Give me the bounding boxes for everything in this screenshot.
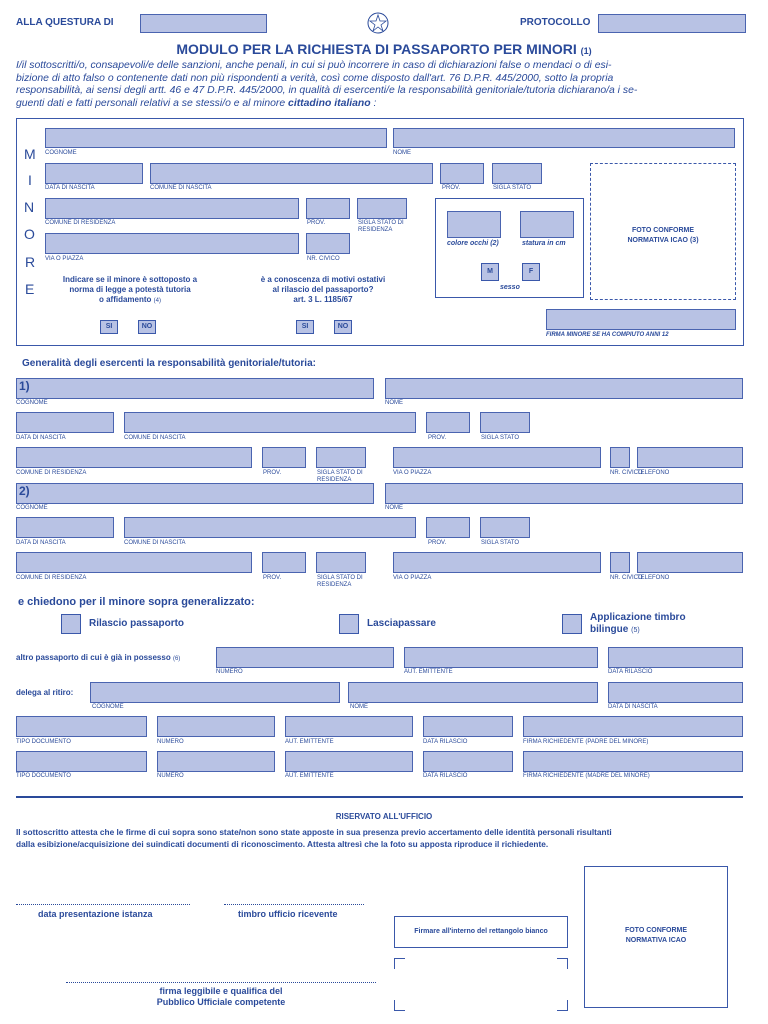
- genitore1-prov-label: PROV.: [428, 435, 447, 441]
- emblem-icon: [366, 11, 390, 35]
- firma-pu-line: [66, 982, 376, 983]
- colore-occhi-field[interactable]: [447, 211, 501, 238]
- delega-data-nascita-label: DATA DI NASCITA: [608, 704, 658, 710]
- doc1-numero-label: NUMERO: [157, 739, 184, 745]
- genitore2-sigla-stato-label: SIGLA STATO: [481, 540, 520, 546]
- genitore2-comune-residenza-field[interactable]: [16, 552, 252, 573]
- firma-pu-label: firma leggibile e qualifica del Pubblico Ufficiale competente: [156, 986, 286, 1007]
- genitore1-comune-nascita-label: COMUNE DI NASCITA: [124, 435, 186, 441]
- genitore2-comune-nascita-label: COMUNE DI NASCITA: [124, 540, 186, 546]
- firma-minore-label: FIRMA MINORE SE HA COMPIUTO ANNI 12: [546, 332, 669, 338]
- genitore2-number: 2): [19, 484, 30, 498]
- doc2-data-label: DATA RILASCIO: [423, 773, 468, 779]
- questura-label: ALLA QUESTURA DI: [16, 17, 114, 28]
- firma-padre-label: FIRMA RICHIEDENTE (PADRE DEL MINORE): [523, 739, 649, 745]
- minore-comune-nascita-label: COMUNE DI NASCITA: [150, 185, 212, 191]
- ufficio-text: Il sottoscritto attesta che le firme di cui sopra sono state/non sono state apposte in sua presenza previo accertamento delle identità personali risultanti dalla esibizione/acquisizione dei suindicati documenti di riconoscimento. Attesta altresì che la foto su apposta riproduce il richiedente.: [16, 827, 612, 849]
- delega-cognome-label: COGNOME: [92, 704, 124, 710]
- sesso-m-checkbox[interactable]: M: [481, 263, 499, 281]
- altro-numero-field[interactable]: [216, 647, 394, 668]
- genitore2-telefono-field[interactable]: [637, 552, 743, 573]
- genitore1-sigla-residenza-label-2: RESIDENZA: [317, 477, 352, 483]
- genitore2-prov-residenza-label: PROV.: [263, 575, 282, 581]
- genitore2-civico-field[interactable]: [610, 552, 630, 573]
- colore-occhi-label: colore occhi (2): [447, 240, 499, 247]
- ostativi-no-checkbox[interactable]: NO: [334, 320, 352, 334]
- firmare-note: Firmare all'interno del rettangolo bianco: [394, 916, 568, 948]
- delega-label: delega al ritiro:: [16, 688, 74, 697]
- genitore2-data-nascita-field[interactable]: [16, 517, 114, 538]
- minore-cognome-field[interactable]: [45, 128, 387, 148]
- delega-nome-label: NOME: [350, 704, 368, 710]
- tutoria-si-checkbox[interactable]: SI: [100, 320, 118, 334]
- genitore1-civico-label: NR. CIVICO: [610, 470, 643, 476]
- altro-aut-emittente-label: AUT. EMITTENTE: [404, 669, 453, 675]
- genitore1-cognome-label: COGNOME: [16, 400, 48, 406]
- statura-field[interactable]: [520, 211, 574, 238]
- genitore2-sigla-residenza-field[interactable]: [316, 552, 366, 573]
- firma-pu-area[interactable]: [400, 962, 562, 1006]
- minore-sigla-stato-label: SIGLA STATO: [493, 185, 532, 191]
- minore-letter: R: [25, 254, 36, 270]
- rilascio-passaporto-checkbox[interactable]: [61, 614, 81, 634]
- minore-civico-field[interactable]: [306, 233, 350, 254]
- ufficio-foto-label: FOTO CONFORME NORMATIVA ICAO: [624, 927, 688, 944]
- doc1-tipo-label: TIPO DOCUMENTO: [16, 739, 71, 745]
- doc2-tipo-label: TIPO DOCUMENTO: [16, 773, 71, 779]
- page-title: MODULO PER LA RICHIESTA DI PASSAPORTO PER MINORI (1): [176, 41, 592, 57]
- section-divider: [16, 796, 743, 798]
- genitore2-comune-nascita-field[interactable]: [124, 517, 416, 538]
- minore-via-field[interactable]: [45, 233, 299, 254]
- genitore2-civico-label: NR. CIVICO: [610, 575, 643, 581]
- genitore2-sigla-residenza-label: SIGLA STATO DI: [317, 575, 363, 581]
- genitore2-via-label: VIA O PIAZZA: [393, 575, 432, 581]
- tutoria-no-checkbox[interactable]: NO: [138, 320, 156, 334]
- questura-field[interactable]: [140, 14, 267, 33]
- doc1-aut-label: AUT. EMITTENTE: [285, 739, 334, 745]
- doc1-tipo-field[interactable]: [16, 716, 147, 737]
- genitore1-comune-residenza-label: COMUNE DI RESIDENZA: [16, 470, 87, 476]
- minore-letter: O: [24, 226, 35, 242]
- genitore1-via-field[interactable]: [393, 447, 601, 468]
- data-presentazione-line: [16, 904, 190, 905]
- minore-data-nascita-field[interactable]: [45, 163, 143, 184]
- data-presentazione-label: data presentazione istanza: [38, 909, 153, 919]
- lasciapassare-label: Lasciapassare: [367, 618, 436, 629]
- ostativi-si-checkbox[interactable]: SI: [296, 320, 314, 334]
- genitore1-prov-residenza-field[interactable]: [262, 447, 306, 468]
- altro-numero-label: NUMERO: [216, 669, 243, 675]
- altro-data-rilascio-field[interactable]: [608, 647, 743, 668]
- foto-label: FOTO CONFORME NORMATIVA ICAO (3): [627, 227, 699, 244]
- genitore2-sigla-stato-field[interactable]: [480, 517, 530, 538]
- minore-cognome-label: COGNOME: [45, 150, 77, 156]
- doc1-data-label: DATA RILASCIO: [423, 739, 468, 745]
- genitore1-sigla-residenza-label: SIGLA STATO DI: [317, 470, 363, 476]
- genitore2-prov-residenza-field[interactable]: [262, 552, 306, 573]
- tutoria-question: Indicare se il minore è sottoposto a norma di legge a potestà tutoria o affidamento (4): [62, 275, 198, 304]
- genitore2-prov-label: PROV.: [428, 540, 447, 546]
- timbro-label: timbro ufficio ricevente: [238, 909, 338, 919]
- genitore1-cognome-field[interactable]: [16, 378, 374, 399]
- genitore2-prov-field[interactable]: [426, 517, 470, 538]
- doc2-numero-label: NUMERO: [157, 773, 184, 779]
- genitore2-telefono-label: TELEFONO: [637, 575, 670, 581]
- genitore1-comune-residenza-field[interactable]: [16, 447, 252, 468]
- genitore2-cognome-label: COGNOME: [16, 505, 48, 511]
- minore-prov-residenza-label: PROV.: [307, 220, 326, 226]
- minore-prov-residenza-field[interactable]: [306, 198, 350, 219]
- firma-padre-field[interactable]: [523, 716, 743, 737]
- delega-cognome-field[interactable]: [90, 682, 340, 703]
- genitore1-data-nascita-field[interactable]: [16, 412, 114, 433]
- genitore1-number: 1): [19, 379, 30, 393]
- minore-prov-label: PROV.: [442, 185, 461, 191]
- doc2-aut-label: AUT. EMITTENTE: [285, 773, 334, 779]
- genitore1-sigla-stato-field[interactable]: [480, 412, 530, 433]
- statura-label: statura in cm: [522, 240, 566, 247]
- minore-letter: M: [24, 146, 36, 162]
- genitori-title: Generalità degli esercenti la responsabilità genitoriale/tutoria:: [22, 358, 316, 369]
- doc2-numero-field[interactable]: [157, 751, 275, 772]
- altro-aut-emittente-field[interactable]: [404, 647, 598, 668]
- genitore1-prov-field[interactable]: [426, 412, 470, 433]
- genitore2-comune-residenza-label: COMUNE DI RESIDENZA: [16, 575, 87, 581]
- minore-prov-field[interactable]: [440, 163, 484, 184]
- minore-data-nascita-label: DATA DI NASCITA: [45, 185, 95, 191]
- minore-sigla-residenza-label: SIGLA STATO DI: [358, 220, 404, 226]
- minore-comune-residenza-field[interactable]: [45, 198, 299, 219]
- genitore1-prov-residenza-label: PROV.: [263, 470, 282, 476]
- richiesta-title: e chiedono per il minore sopra generalizzato:: [18, 596, 255, 608]
- genitore1-via-label: VIA O PIAZZA: [393, 470, 432, 476]
- doc1-data-field[interactable]: [423, 716, 513, 737]
- genitore2-sigla-residenza-label-2: RESIDENZA: [317, 582, 352, 588]
- minore-sigla-residenza-field[interactable]: [357, 198, 407, 219]
- delega-data-nascita-field[interactable]: [608, 682, 743, 703]
- genitore1-telefono-field[interactable]: [637, 447, 743, 468]
- minore-comune-nascita-field[interactable]: [150, 163, 433, 184]
- minore-civico-label: NR. CIVICO: [307, 256, 340, 262]
- ufficio-title: RISERVATO ALL'UFFICIO: [335, 812, 433, 821]
- minore-letter: I: [28, 172, 32, 188]
- genitore1-sigla-stato-label: SIGLA STATO: [481, 435, 520, 441]
- protocollo-label: PROTOCOLLO: [520, 17, 591, 28]
- doc2-tipo-field[interactable]: [16, 751, 147, 772]
- intro-text: I/il sottoscritti/o, consapevoli/e delle sanzioni, anche penali, in cui si può incorrere in caso di dichiarazioni false o mendaci o di esi- bizione di atto falso o contenente dati non più rispondenti a verità, così come disposto dall'art. 76 D.P.R. 445/2000, sotto la propria responsabilità, ai sensi degli artt. 46 e 47 D.P.R. 445/2000, in qualità di esercenti/e la responsabilità genitoriale/tutoria dichiarano/a i se- guenti dati e fatti personali relativi a se stessi/o e al minore cittadino italiano :: [16, 60, 638, 109]
- firma-madre-field[interactable]: [523, 751, 743, 772]
- delega-nome-field[interactable]: [348, 682, 598, 703]
- genitore2-nome-label: NOME: [385, 505, 403, 511]
- minore-nome-label: NOME: [393, 150, 411, 156]
- doc1-numero-field[interactable]: [157, 716, 275, 737]
- doc2-data-field[interactable]: [423, 751, 513, 772]
- minore-comune-residenza-label: COMUNE DI RESIDENZA: [45, 220, 116, 226]
- minore-sigla-residenza-label-2: RESIDENZA: [358, 227, 393, 233]
- genitore1-data-nascita-label: DATA DI NASCITA: [16, 435, 66, 441]
- minore-letter: N: [24, 199, 35, 215]
- rilascio-passaporto-label: Rilascio passaporto: [89, 618, 185, 629]
- minore-sigla-stato-field[interactable]: [492, 163, 542, 184]
- sesso-f-checkbox[interactable]: F: [522, 263, 540, 281]
- genitore1-sigla-residenza-field[interactable]: [316, 447, 366, 468]
- lasciapassare-checkbox[interactable]: [339, 614, 359, 634]
- minore-via-label: VIA O PIAZZA: [45, 256, 84, 262]
- genitore1-nome-label: NOME: [385, 400, 403, 406]
- firma-minore-field[interactable]: [546, 309, 736, 330]
- genitore1-nome-field[interactable]: [385, 378, 743, 399]
- genitore2-via-field[interactable]: [393, 552, 601, 573]
- timbro-bilingue-label: Applicazione timbro bilingue (5): [590, 612, 686, 635]
- sesso-label: sesso: [500, 284, 520, 291]
- ostativi-question: è a conoscenza di motivi ostativi al rilascio del passaporto? art. 3 L. 1185/67: [260, 275, 386, 304]
- altro-data-rilascio-label: DATA RILASCIO: [608, 669, 653, 675]
- genitore2-nome-field[interactable]: [385, 483, 743, 504]
- genitore1-telefono-label: TELEFONO: [637, 470, 670, 476]
- protocollo-field[interactable]: [598, 14, 746, 33]
- doc2-aut-field[interactable]: [285, 751, 413, 772]
- genitore2-data-nascita-label: DATA DI NASCITA: [16, 540, 66, 546]
- doc1-aut-field[interactable]: [285, 716, 413, 737]
- timbro-bilingue-checkbox[interactable]: [562, 614, 582, 634]
- minore-letter: E: [25, 281, 35, 297]
- altro-passaporto-label: altro passaporto di cui è già in possesso (6): [16, 653, 181, 662]
- genitore2-cognome-field[interactable]: [16, 483, 374, 504]
- genitore1-civico-field[interactable]: [610, 447, 630, 468]
- timbro-line: [224, 904, 364, 905]
- genitore1-comune-nascita-field[interactable]: [124, 412, 416, 433]
- minore-nome-field[interactable]: [393, 128, 735, 148]
- firma-madre-label: FIRMA RICHIEDENTE (MADRE DEL MINORE): [523, 773, 650, 779]
